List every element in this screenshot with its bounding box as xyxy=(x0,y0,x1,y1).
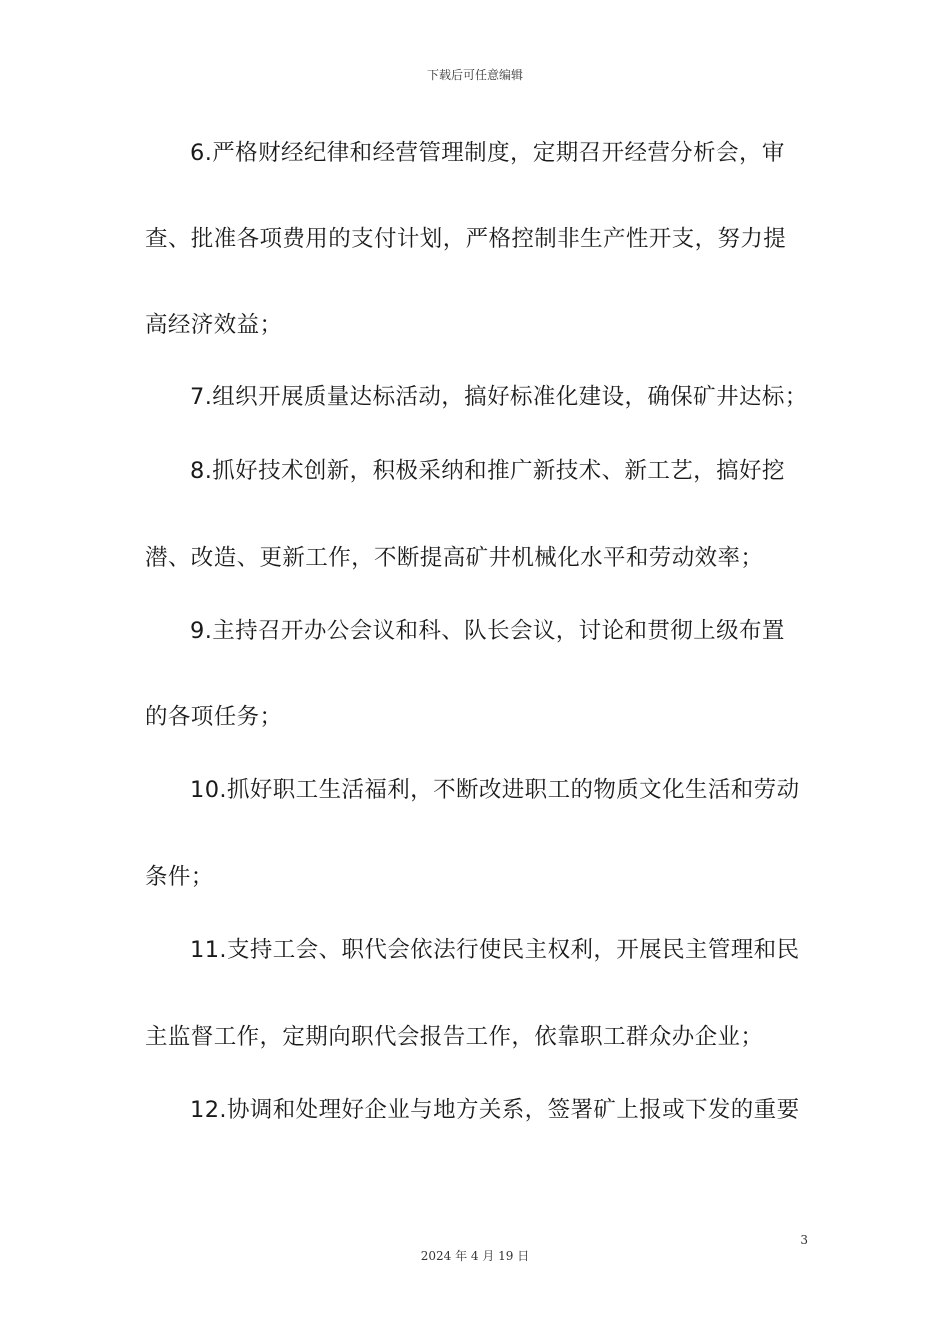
text-line: 8.抓好技术创新，积极采纳和推广新技术、新工艺，搞好挖 xyxy=(190,458,785,484)
text-line: 高经济效益； xyxy=(145,312,283,338)
page-date: 2024 年 4 月 19 日 xyxy=(420,1249,530,1263)
text-line: 条件； xyxy=(145,864,214,890)
text-line: 12.协调和处理好企业与地方关系，签署矿上报或下发的重要 xyxy=(190,1097,800,1123)
text-line: 查、批准各项费用的支付计划，严格控制非生产性开支，努力提 xyxy=(145,226,787,252)
text-line: 10.抓好职工生活福利，不断改进职工的物质文化生活和劳动 xyxy=(190,777,800,803)
text-line: 7.组织开展质量达标活动，搞好标准化建设，确保矿井达标； xyxy=(190,384,808,410)
text-line: 6.严格财经纪律和经营管理制度，定期召开经营分析会，审 xyxy=(190,140,785,166)
page-header: 下载后可任意编辑 xyxy=(426,68,523,82)
page-number: 3 xyxy=(800,1233,808,1247)
text-line: 9.主持召开办公会议和科、队长会议，讨论和贯彻上级布置 xyxy=(190,618,785,644)
text-line: 主监督工作，定期向职代会报告工作，依靠职工群众办企业； xyxy=(145,1024,764,1050)
text-line: 11.支持工会、职代会依法行使民主权利，开展民主管理和民 xyxy=(190,937,800,963)
text-line: 的各项任务； xyxy=(145,704,283,730)
text-line: 潜、改造、更新工作，不断提高矿井机械化水平和劳动效率； xyxy=(145,545,764,571)
